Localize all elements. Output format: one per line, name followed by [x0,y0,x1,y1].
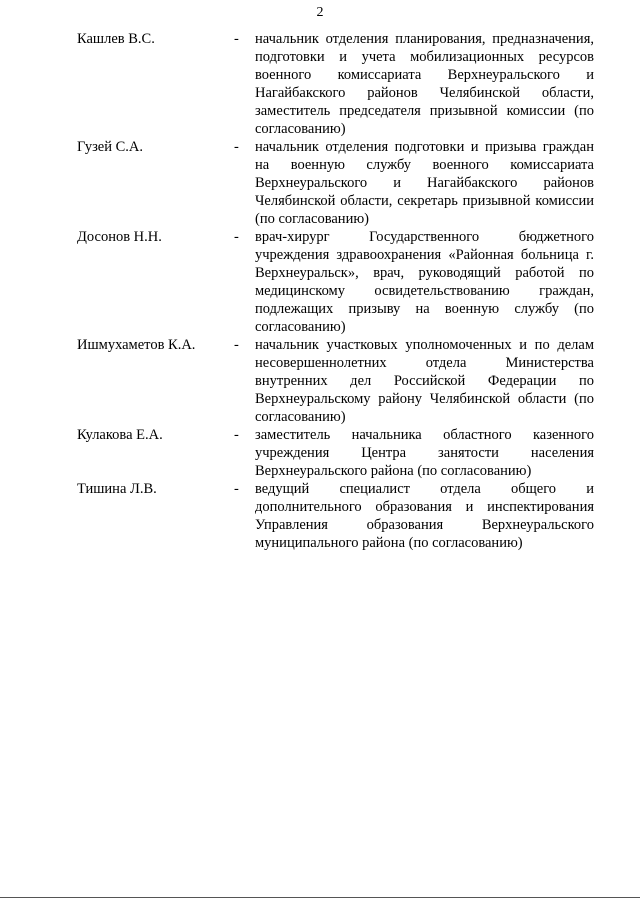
member-entry [0,30,640,138]
member-name: Досонов Н.Н. [77,229,162,245]
member-dash: - [234,427,239,443]
member-entry [0,138,640,228]
member-description: врач-хирург Государственного бюджетного учреждения здравоохранения «Районная больница г. Верхнеуральск», врач, руководящий работой по медицинскому освидетельствованию граждан, подлежащих призыву на военную службу (по согласованию) [255,229,594,335]
member-entry [0,426,640,480]
page-number: 2 [316,5,324,20]
member-dash: - [234,229,239,245]
member-entry [0,480,640,552]
bottom-rule [0,897,640,898]
member-dash: - [234,337,239,353]
member-name: Гузей С.А. [77,139,144,155]
member-dash: - [234,139,239,155]
member-description: начальник отделения планирования, предназначения, подготовки и учета мобилизационных ресурсов военного комиссариата Верхнеуральского и Нагайбакского районов Челябинской области, заместитель председателя призывной комиссии (по согласованию) [255,31,594,137]
commission-members-list [0,30,640,552]
member-name: Кашлев В.С. [77,31,155,47]
member-description: начальник участковых уполномоченных и по делам несовершеннолетних отдела Министерства внутренних дел Российской Федерации по Верхнеуральскому району Челябинской области (по согласованию) [255,337,594,425]
member-entry [0,336,640,426]
member-dash: - [234,31,239,47]
member-dash: - [234,481,239,497]
member-name: Кулакова Е.А. [77,427,163,443]
member-name: Ишмухаметов К.А. [77,337,196,353]
member-description: начальник отделения подготовки и призыва граждан на военную службу военного комиссариата Верхнеуральского и Нагайбакского районов Челябинской области, секретарь призывной комиссии (по согласованию) [255,139,594,227]
member-description: ведущий специалист отдела общего и дополнительного образования и инспектирования Управления образования Верхнеуральского муниципального района (по согласованию) [255,481,594,551]
member-name: Тишина Л.В. [77,481,157,497]
member-entry [0,228,640,336]
member-description: заместитель начальника областного казенного учреждения Центра занятости населения Верхнеуральского района (по согласованию) [255,427,594,479]
